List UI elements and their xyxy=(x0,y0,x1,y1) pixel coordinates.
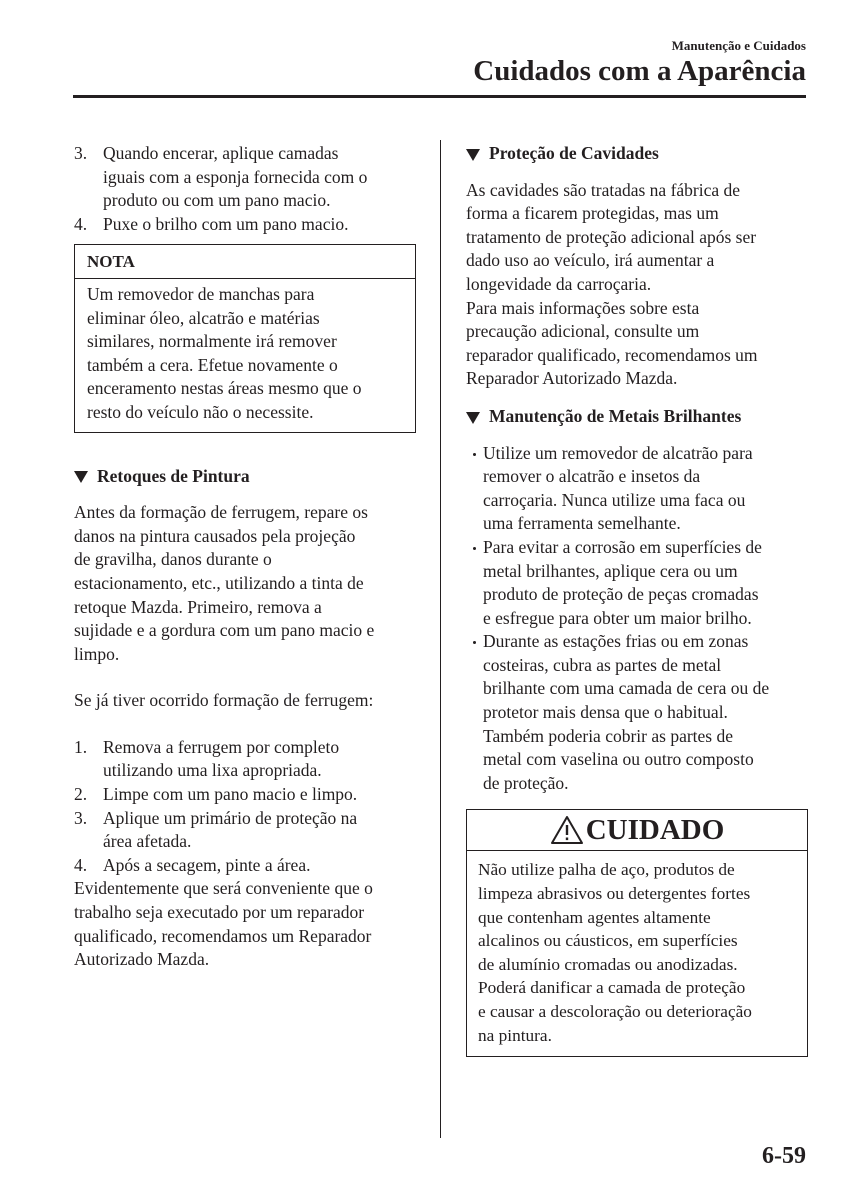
page-title: Cuidados com a Aparência xyxy=(473,55,806,87)
triangle-down-icon xyxy=(74,471,88,483)
cuidado-body: Não utilize palha de aço, produtos de limpeza abrasivos ou detergentes fortes que contenham agentes altamente alcalinos ou cáusticos, em superfícies de alumínio cromadas ou anodizadas. Poderá danificar a camada de proteção e causar a descoloração ou deterioração na pintura. xyxy=(478,860,752,1045)
cuidado-title: CUIDADO xyxy=(467,810,807,851)
rust-intro: Se já tiver ocorrido formação de ferrugem: xyxy=(74,690,374,711)
rust-steps xyxy=(74,736,418,878)
waxing-steps xyxy=(74,142,418,236)
triangle-down-icon xyxy=(466,412,480,424)
list-item: Para evitar a corrosão em superfícies de metal brilhantes, aplique cera ou um produto de proteção de peças cromadas e esfregue para obter um maior brilho. xyxy=(466,536,808,630)
nota-box xyxy=(74,244,416,432)
list-item: 4. Após a secagem, pinte a área. xyxy=(74,854,311,875)
left-column xyxy=(74,142,418,972)
cuidado-box xyxy=(466,809,808,1057)
bullet-icon xyxy=(473,453,476,456)
list-item: 2. Limpe com um pano macio e limpo. xyxy=(74,784,358,805)
bullet-icon xyxy=(473,547,476,550)
retoques-closing: Evidentemente que será conveniente que o trabalho seja executado por um reparador qualificado, recomendamos um Reparador Autorizado Mazda. xyxy=(74,878,373,970)
list-item: 3. Aplique um primário de proteção na área afetada. xyxy=(74,807,358,852)
nota-body: Um removedor de manchas para eliminar óleo, alcatrão e matérias similares, normalmente irá remover também a cera. Efetue novamente o enceramento nestas áreas mesmo que o resto do veículo não o necessite. xyxy=(87,283,362,422)
heading-metais: Manutenção de Metais Brilhantes xyxy=(466,405,808,429)
warning-triangle-icon xyxy=(550,815,584,845)
nota-title: NOTA xyxy=(75,245,415,279)
bullet-icon xyxy=(473,641,476,644)
metais-bullets xyxy=(466,442,808,796)
retoques-intro: Antes da formação de ferrugem, repare os danos na pintura causados pela projeção de gravilha, danos durante o estacionamento, etc., utilizando a tinta de retoque Mazda. Primeiro, remova a sujidade e a gordura com um pano macio e limpo. xyxy=(74,502,375,664)
list-item: 4. Puxe o brilho com um pano macio. xyxy=(74,213,349,234)
page-number: 6-59 xyxy=(762,1143,806,1169)
list-item: 1. Remova a ferrugem por completo utilizando uma lixa apropriada. xyxy=(74,736,340,781)
list-item: Utilize um removedor de alcatrão para remover o alcatrão e insetos da carroçaria. Nunca utilize uma faca ou uma ferramenta semelhante. xyxy=(466,442,808,536)
column-divider xyxy=(440,140,441,1138)
triangle-down-icon xyxy=(466,149,480,161)
heading-cavidades: Proteção de Cavidades xyxy=(466,142,808,166)
right-column xyxy=(466,142,808,1057)
section-title: Manutenção e Cuidados xyxy=(671,38,806,53)
list-item: Durante as estações frias ou em zonas costeiras, cubra as partes de metal brilhante com uma camada de cera ou de protetor mais densa que o habitual. Também poderia cobrir as partes de metal com vaselina ou outro composto de proteção. xyxy=(466,630,808,795)
heading-retoques: Retoques de Pintura xyxy=(74,465,418,489)
header-rule xyxy=(73,95,806,98)
cavidades-text: As cavidades são tratadas na fábrica de forma a ficarem protegidas, mas um tratamento de proteção adicional após ser dado uso ao veículo, irá aumentar a longevidade da carroçaria. Para mais informações sobre esta precaução adicional, consulte um reparador qualificado, recomendamos um Reparador Autorizado Mazda. xyxy=(466,179,758,389)
list-item: 3. Quando encerar, aplique camadas iguais com a esponja fornecida com o produto ou com um pano macio. xyxy=(74,143,368,211)
